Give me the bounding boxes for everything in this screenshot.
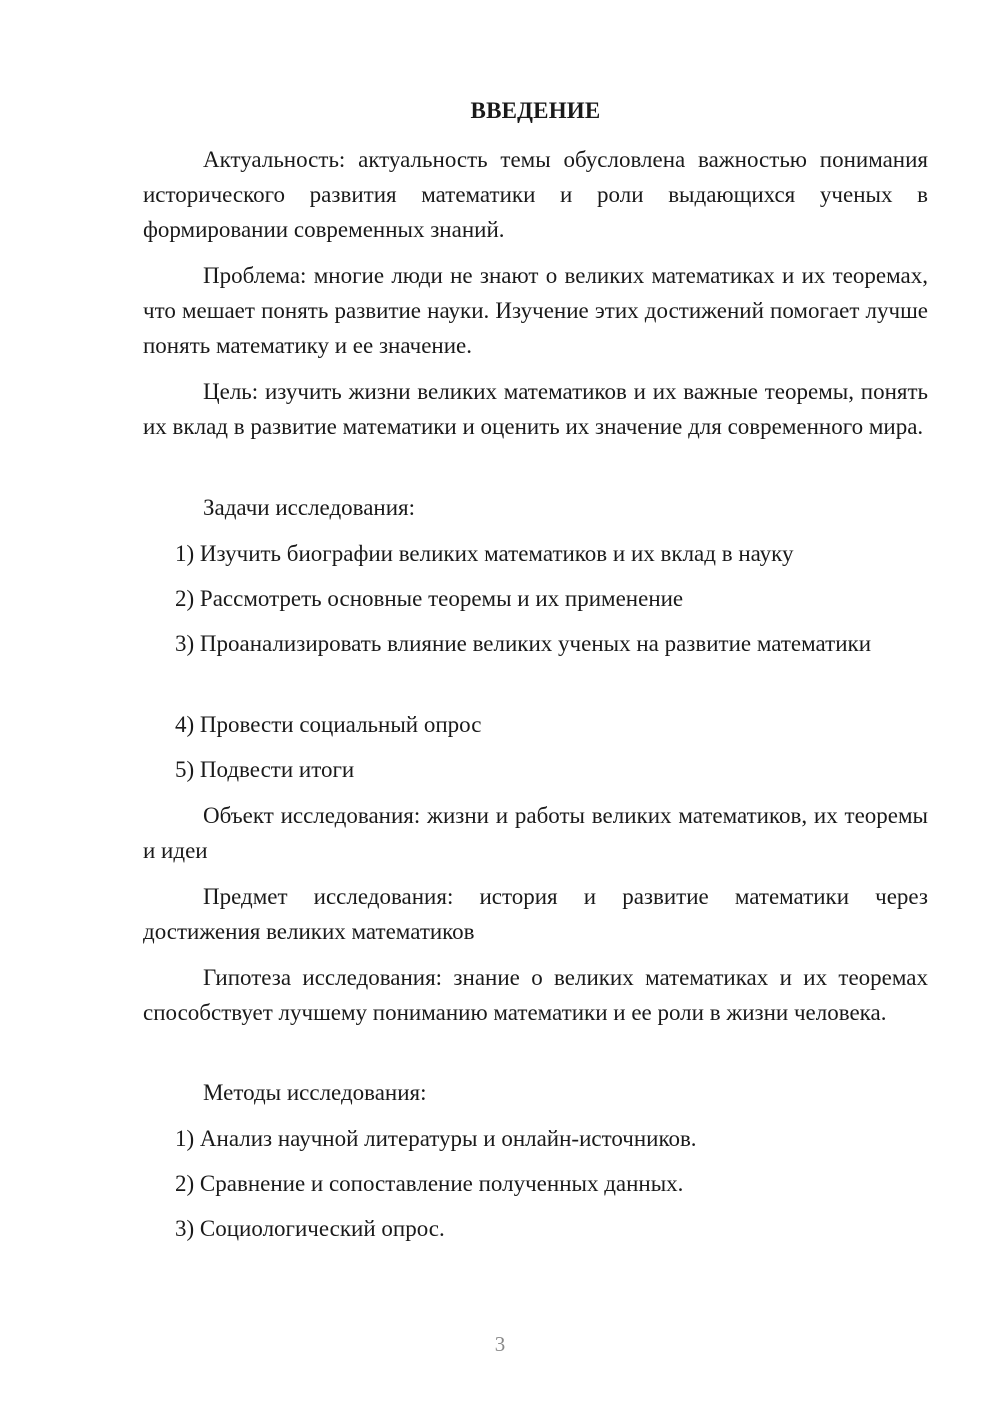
method-item-2: 2) Сравнение и сопоставление полученных данных. [175,1171,684,1196]
page-title: ВВЕДЕНИЕ [470,98,601,123]
task-item-2: 2) Рассмотреть основные теоремы и их применение [175,586,684,611]
method-item-3: 3) Социологический опрос. [175,1216,445,1241]
task-item-4: 4) Провести социальный опрос [175,712,482,737]
object-paragraph: Объект исследования: жизни и работы великих математиков, их теоремы и идеи [143,803,928,863]
problem-paragraph: Проблема: многие люди не знают о великих математиках и их теоремах, что мешает понять развитие науки. Изучение этих достижений помогает лучше понять математику и ее значение. [143,263,928,358]
method-item-1: 1) Анализ научной литературы и онлайн-источников. [175,1126,697,1151]
task-item-3: 3) Проанализировать влияние великих ученых на развитие математики [175,631,871,656]
tasks-heading: Задачи исследования: [203,495,416,520]
hypothesis-paragraph: Гипотеза исследования: знание о великих математиках и их теоремах способствует лучшему пониманию математики и ее роли в жизни человека. [143,965,928,1025]
document-page [143,0,928,1414]
page-number: 3 [494,1332,506,1356]
subject-paragraph: Предмет исследования: история и развитие математики через достижения великих математиков [143,884,928,944]
methods-heading: Методы исследования: [203,1080,427,1105]
relevance-paragraph: Актуальность: актуальность темы обусловлена важностью понимания исторического развития математики и роли выдающихся ученых в формировании современных знаний. [143,147,928,242]
task-item-5: 5) Подвести итоги [175,757,355,782]
task-item-1: 1) Изучить биографии великих математиков и их вклад в науку [175,541,794,566]
goal-paragraph: Цель: изучить жизни великих математиков и их важные теоремы, понять их вклад в развитие математики и оценить их значение для современного мира. [143,379,928,439]
